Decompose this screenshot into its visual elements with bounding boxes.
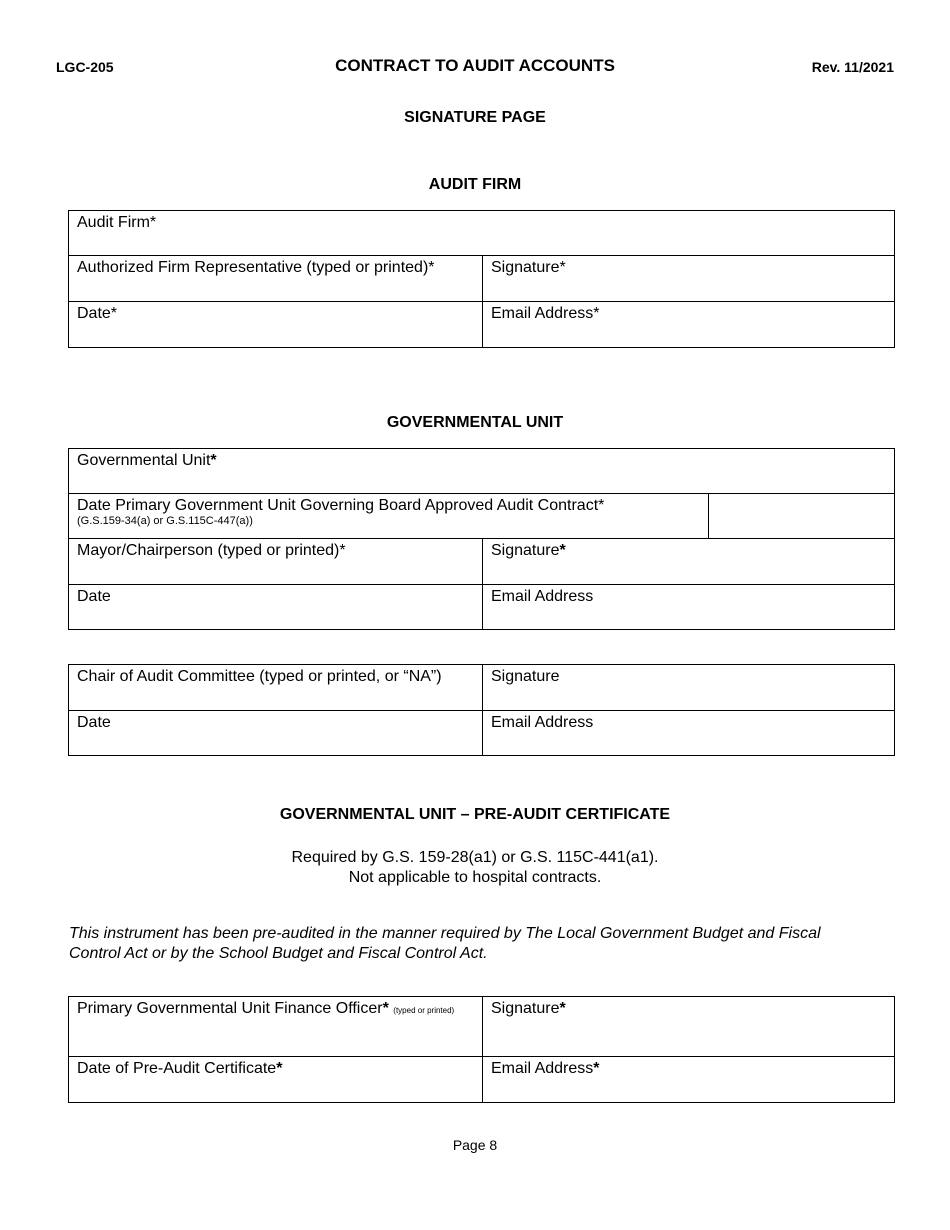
- finance-officer-note: (typed or printed): [393, 1006, 455, 1015]
- unit-date-label: Date: [77, 588, 111, 605]
- governmental-unit-field[interactable]: [69, 449, 895, 494]
- governmental-unit-table: [68, 448, 895, 630]
- governmental-unit-section-title: GOVERNMENTAL UNIT: [386, 414, 564, 431]
- unit-signature-field[interactable]: [483, 539, 895, 585]
- pre-audit-section-title: GOVERNMENTAL UNIT – PRE-AUDIT CERTIFICATE: [279, 806, 671, 823]
- firm-email-label: Email Address*: [491, 305, 600, 322]
- committee-signature-field[interactable]: [483, 665, 895, 711]
- audit-firm-section-title: AUDIT FIRM: [428, 176, 522, 193]
- board-approval-label: Date Primary Government Unit Governing Board Approved Audit Contract*: [77, 497, 605, 514]
- finance-officer-label: Primary Governmental Unit Finance Officer: [77, 1000, 383, 1017]
- firm-signature-field[interactable]: [483, 256, 895, 302]
- unit-signature-label: Signature: [491, 542, 560, 559]
- pre-audit-email-label: Email Address: [491, 1060, 594, 1077]
- mayor-label: Mayor/Chairperson (typed or printed)*: [77, 542, 346, 559]
- firm-representative-field[interactable]: [69, 256, 483, 302]
- committee-email-label: Email Address: [491, 714, 594, 731]
- committee-email-field[interactable]: [483, 711, 895, 756]
- mayor-field[interactable]: [69, 539, 483, 585]
- firm-representative-label: Authorized Firm Representative (typed or printed)*: [77, 259, 435, 276]
- committee-chair-label: Chair of Audit Committee (typed or printed, or “NA”): [77, 668, 442, 685]
- required-marker: *: [210, 452, 217, 469]
- pre-audit-required-text: Required by G.S. 159-28(a1) or G.S. 115C-441(a1).: [291, 849, 659, 866]
- committee-chair-field[interactable]: [69, 665, 483, 711]
- board-approval-date-field[interactable]: [709, 494, 895, 539]
- pre-audit-date-label: Date of Pre-Audit Certificate: [77, 1060, 277, 1077]
- audit-firm-table: [68, 210, 895, 348]
- board-approval-statute: (G.S.159-34(a) or G.S.115C-447(a)): [77, 515, 253, 527]
- firm-email-field[interactable]: [483, 302, 895, 348]
- governmental-unit-label: Governmental Unit: [77, 452, 211, 469]
- required-marker: *: [276, 1060, 283, 1077]
- firm-signature-label: Signature*: [491, 259, 566, 276]
- committee-signature-label: Signature: [491, 668, 560, 685]
- pre-audit-not-applicable-text: Not applicable to hospital contracts.: [348, 869, 602, 886]
- audit-firm-field[interactable]: [69, 211, 895, 256]
- required-marker: *: [559, 542, 566, 559]
- pre-audit-signature-label: Signature: [491, 1000, 560, 1017]
- required-marker: *: [382, 1000, 389, 1017]
- audit-firm-label: Audit Firm*: [77, 214, 157, 231]
- pre-audit-email-field[interactable]: [483, 1057, 895, 1103]
- committee-date-field[interactable]: [69, 711, 483, 756]
- signature-page-title: SIGNATURE PAGE: [404, 109, 546, 126]
- unit-email-field[interactable]: [483, 585, 895, 630]
- board-approval-label-cell: [69, 494, 709, 539]
- unit-email-label: Email Address: [491, 588, 594, 605]
- form-id: LGC-205: [56, 59, 114, 75]
- pre-audit-statement-line-2: Control Act or by the School Budget and Fiscal Control Act.: [69, 945, 488, 962]
- unit-date-field[interactable]: [69, 585, 483, 630]
- firm-date-field[interactable]: [69, 302, 483, 348]
- pre-audit-table: [68, 996, 895, 1103]
- finance-officer-field[interactable]: [69, 997, 483, 1057]
- required-marker: *: [593, 1060, 600, 1077]
- firm-date-label: Date*: [77, 305, 118, 322]
- revision-label: Rev. 11/2021: [811, 59, 894, 75]
- pre-audit-signature-field[interactable]: [483, 997, 895, 1057]
- audit-committee-table: [68, 664, 895, 756]
- committee-date-label: Date: [77, 714, 111, 731]
- page-number: Page 8: [452, 1137, 498, 1153]
- document-title: CONTRACT TO AUDIT ACCOUNTS: [335, 56, 615, 75]
- required-marker: *: [559, 1000, 566, 1017]
- pre-audit-date-field[interactable]: [69, 1057, 483, 1103]
- pre-audit-statement-line-1: This instrument has been pre-audited in the manner required by The Local Government Budget and Fiscal: [69, 925, 821, 942]
